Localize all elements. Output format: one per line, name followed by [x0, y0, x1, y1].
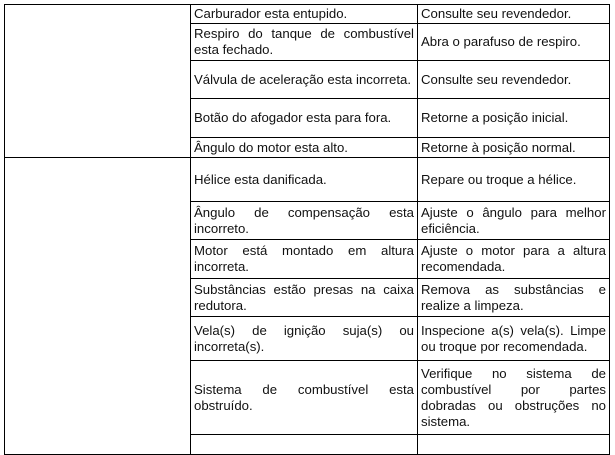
solution-cell: Retorne a posição inicial.: [418, 99, 610, 138]
cause-cell: Ângulo de compensação esta incorreto.: [191, 202, 418, 240]
solution-cell: Consulte seu revendedor.: [418, 5, 610, 24]
solution-cell: Ajuste o motor para a altura recomendada.: [418, 240, 610, 279]
solution-cell: Inspecione a(s) vela(s). Limpe ou troque por recomendada.: [418, 317, 610, 361]
solution-cell: Abra o parafuso de respiro.: [418, 24, 610, 61]
symptom-cell: [5, 5, 191, 158]
troubleshooting-table: [4, 4, 610, 455]
cause-cell: Válvula de aceleração esta incorreta.: [191, 61, 418, 99]
cause-cell: Ângulo do motor esta alto.: [191, 138, 418, 158]
cause-cell: Substâncias estão presas na caixa redutora.: [191, 279, 418, 317]
cause-cell: Hélice esta danificada.: [191, 158, 418, 202]
solution-cell: Retorne à posição normal.: [418, 138, 610, 158]
cause-cell: Respiro do tanque de combustível esta fechado.: [191, 24, 418, 61]
cause-cell: Botão do afogador esta para fora.: [191, 99, 418, 138]
solution-cell: Ajuste o ângulo para melhor eficiência.: [418, 202, 610, 240]
solution-cell: Consulte seu revendedor.: [418, 61, 610, 99]
cause-cell: Carburador esta entupido.: [191, 5, 418, 24]
cause-cell: Sistema de combustível esta obstruído.: [191, 361, 418, 435]
cause-cell: Vela(s) de ignição suja(s) ou incorreta(s).: [191, 317, 418, 361]
symptom-cell: [5, 158, 191, 455]
table-row: [5, 158, 610, 202]
cause-cell: Motor está montado em altura incorreta.: [191, 240, 418, 279]
solution-cell: Verifique no sistema de combustível por partes dobradas ou obstruções no sistema.: [418, 361, 610, 435]
solution-cell: Remova as substâncias e realize a limpeza.: [418, 279, 610, 317]
solution-cell: Repare ou troque a hélice.: [418, 158, 610, 202]
table-row: [5, 5, 610, 24]
